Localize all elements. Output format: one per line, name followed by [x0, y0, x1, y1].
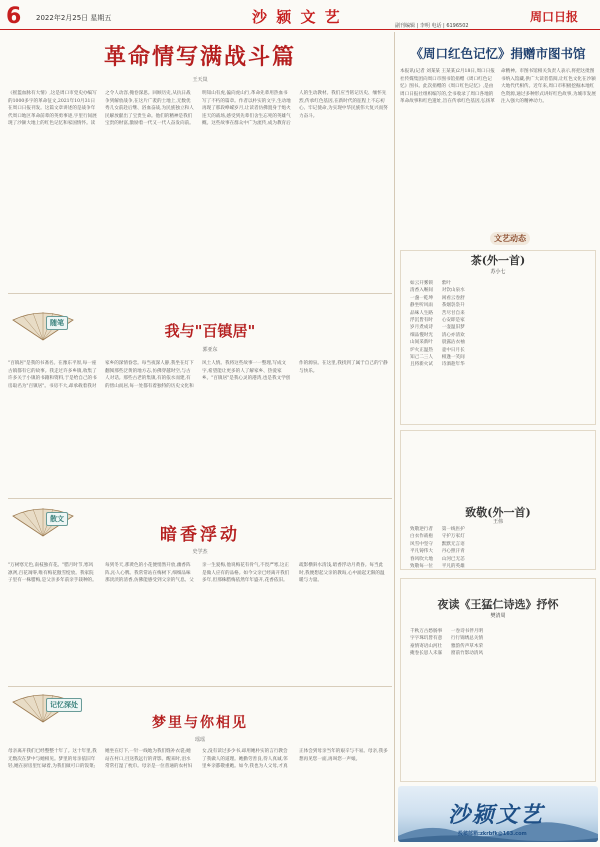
divider — [8, 686, 392, 687]
article4-title: 梦里与你相见 — [152, 715, 248, 731]
article3-title: 暗香浮动 — [160, 525, 240, 545]
column-divider — [394, 32, 395, 842]
article3-body: "万树寒无色,南枝独有花。"腊月时节,寒风凛冽,百花凋零,唯有梅花傲雪绽放。我家院子里有一株腊梅,是父亲多年前亲手栽种的。每到冬天,那黄色的小花便悄然开放,幽香阵阵,沁人心脾。我常常站在梅树下,细细品味那淡淡的清香,仿佛能感受到父亲的气息。父亲一生爱梅,他说梅花有骨气,不畏严寒,这正是做人应有的品格。如今父亲已经离开我们多年,但那株腊梅依然年年盛开,花香依旧。疏影横斜水清浅,暗香浮动月黄昏。每当此时,我便想起父亲的教诲,心中涌起无限的温暖与力量。 — [8, 563, 385, 584]
article1-title: 革命情写满战斗篇 — [103, 44, 296, 70]
banner-title: 沙颍文艺 — [448, 802, 545, 828]
section-tag-memory: 记忆深处 — [46, 698, 82, 712]
poem1-author: 苏小七 — [490, 269, 506, 275]
poem2-lines: 致敬逆行者 第一线医护 白衣作战袍 守护万家灯 风雪中坚守 默默无言语 平凡铸伟大 丹心照汗青 春风吹大地 山河已无恙 致敬每一位 平凡的英雄 — [410, 527, 465, 570]
poem3-title: 夜读《王猛仁诗选》抒怀 — [437, 598, 559, 611]
banner-subtitle: 投稿邮箱:zkrbfk@163.com — [458, 831, 527, 837]
newspaper-brand: 周口日报 — [530, 10, 579, 24]
article2-author: 郭亚东 — [202, 347, 218, 353]
poem3-author: 樊清周 — [490, 613, 506, 619]
article1-body: 《摇篮血脉有大情》,这是周口市党史办编写的1000多字的革命征文,2021年10月31日在周口日报刊发。这篇文章讲述的是战争年代周口地区革命前辈的英勇事迹,字里行间展现了沙颍大地上的红色记忆和家国情怀。读之令人动容,掩卷深思。回顾历史,从抗日战争到解放战争,在这片广袤的土地上,无数优秀儿女前赴后继、浴血奋战,为民族独立和人民解放献出了宝贵生命。他们的精神是我们宝贵的财富,激励着一代又一代人奋发向前。明知山有虎,偏向虎山行,革命先辈用热血书写了不朽的篇章。作者以朴实的文字,生动地再现了那段峥嵘岁月,让读者仿佛置身于炮火连天的战场,感受到先辈们舍生忘死的英雄气概。这些故事在群众中广为流传,成为教育后人的生动教材。我们应当铭记历史、缅怀先烈,传承红色基因,在新时代的征程上不忘初心、牢记使命,为实现中华民族伟大复兴而努力奋斗。 — [8, 91, 388, 127]
poem2-title: 致敬(外一首) — [465, 506, 531, 519]
column-banner — [398, 786, 598, 842]
poem1-title: 茶(外一首) — [470, 254, 526, 267]
article2-title: 我与"百镇居" — [164, 322, 256, 340]
news-title: 《周口红色记忆》捐赠市图书馆 — [410, 46, 586, 61]
column-title: 沙 颍 文 艺 — [252, 8, 342, 26]
poem1-lines: 如云开雾锁 紫叶 清香入喉间 对饮山泉水 一盏一乾坤 闲看云卷舒 静坐听风雨 茶烟袅袅升 品味人生路 苦尽甘自来 浮沉皆有时 心安即是家 岁月煮成诗 一壶温旧梦 细品慢时光 清心亦清欢 山间采新叶 晨露沾衣袖 炉火正温热 壶中日月长 知己二三人 相逢一笑间 且将新火试 诗酒趁年华 — [410, 281, 465, 368]
news-body: 本报讯(记者 刘某某 王某某)2月18日,周口日报社传媒集团向周口市图书馆捐赠《周口红色记忆》图书。此次捐赠的《周口红色记忆》,是由周口日报社组织编写的,全书收录了周口各地的革命故事和红色遗址,旨在传承红色基因,弘扬革命精神。市图书馆相关负责人表示,将把这批图书纳入馆藏,供广大读者借阅,让红色文化在沙颍大地代代相传。近年来,周口市积极挖掘本地红色资源,通过多种形式讲好红色故事,为城市发展注入强大的精神动力。 — [400, 69, 596, 105]
poem3-lines: 千秋万古愁肠事 一卷诗书伴月明 字字珠玑皆有意 行行锦绣总关情 豪情寄语山河壮 雅韵传声草木荣 掩卷长思人未寐 窗前竹影动清风 — [410, 629, 484, 657]
divider — [8, 498, 392, 499]
article2-body: "百镇居"是我的书斋名。在豫东平原,每一座古镇都有它的故事。我走过许多乡镇,收集了许多关于小镇的书籍和资料,于是给自己的书房取名为"百镇居"。书房不大,却承载着我对家乡的深情眷恋。每当夜深人静,我坐在灯下翻阅那些泛黄的地方志,仿佛穿越时空,与古人对话。那些古老的集镇,有的依水而建,有的傍山而居,每一处都有着独特的历史文化和风土人情。我将这些故事一一整理,写成文字,希望能让更多的人了解家乡、热爱家乡。"百镇居"是我心灵的港湾,也是我文学创作的源泉。在这里,我找到了属于自己的宁静与快乐。 — [8, 361, 388, 389]
issue-date: 2022年2月25日 星期五 — [36, 14, 112, 22]
section-tag-prose: 散文 — [46, 512, 68, 526]
article4-author: 瑶瑶 — [194, 737, 205, 743]
section-tag-news: 文艺动态 — [490, 232, 530, 245]
editors-line: 副刊编辑 | 李明 电话 | 6196502 — [395, 23, 469, 29]
poem2-author: 王伟 — [492, 519, 503, 525]
article4-body: 母亲离开我们已经整整十年了。这十年里,我无数次在梦中与她相见。梦里的母亲依旧年轻,她在厨房里忙碌着,为我们做可口的饭菜;她坐在灯下,一针一线地为我们缝补衣裳;她站在村口,目送我远行的背影。醒来时,泪水常常打湿了枕巾。母亲是一位普通的农村妇女,没有读过多少书,却用她朴实的言行教会了我做人的道理。她勤劳善良,待人真诚,邻里乡亲都敬重她。如今,我也为人父母,才真正体会到母亲当年的艰辛与不易。母亲,我多想再见您一面,再叫您一声娘。 — [8, 749, 388, 770]
divider — [8, 293, 392, 294]
section-tag-essay: 随笔 — [46, 316, 68, 330]
article1-author: 王天岚 — [192, 77, 208, 83]
article3-author: 史学杰 — [192, 549, 208, 555]
page-number: 6 — [6, 4, 22, 29]
